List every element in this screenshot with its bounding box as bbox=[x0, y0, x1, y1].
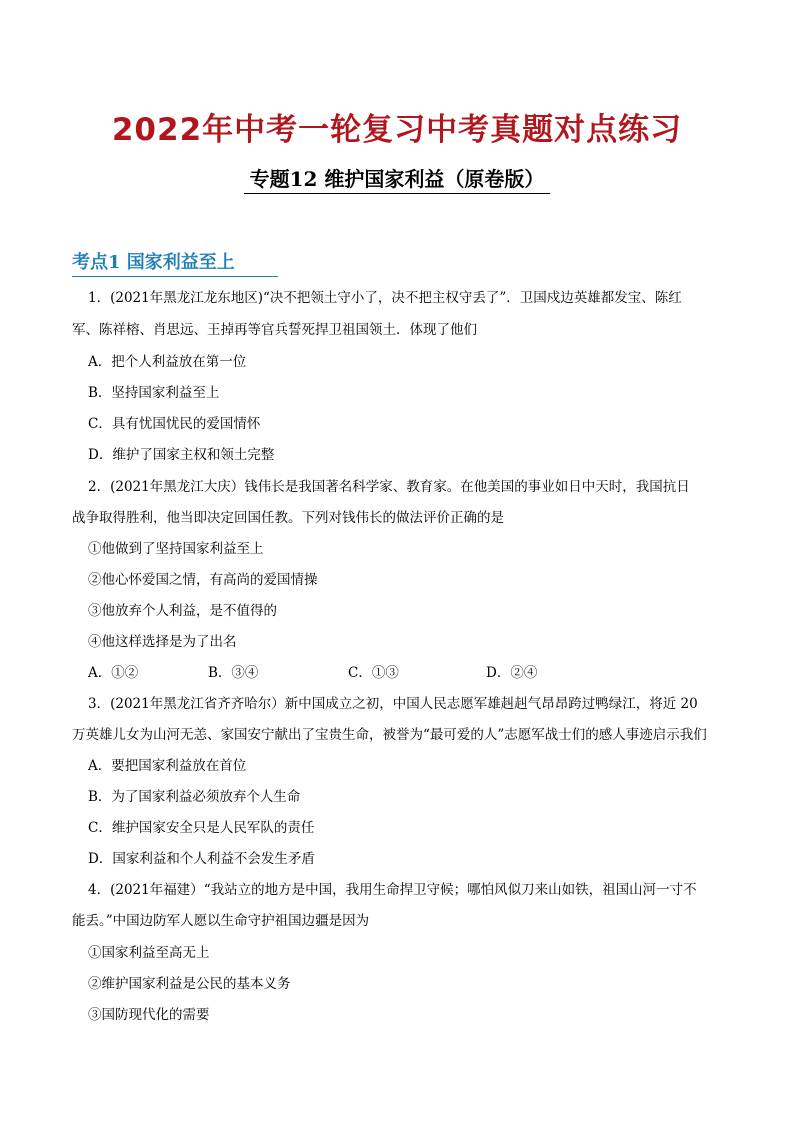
question-2-choice-c: C．①③ bbox=[348, 665, 399, 681]
question-1-stem-line-1: 1．(2021年黑龙江龙东地区)“决不把领土守小了，决不把主权守丢了”．卫国戍边英雄都发宝、陈红 bbox=[88, 290, 682, 306]
question-4-statement-3: ③国防现代化的需要 bbox=[88, 1007, 210, 1023]
question-2-statement-1: ①他做到了坚持国家利益至上 bbox=[88, 541, 264, 557]
question-4-stem-line-2: 能丢。”中国边防军人愿以生命守护祖国边疆是因为 bbox=[72, 913, 370, 929]
question-3-stem-line-2: 万英雄儿女为山河无恙、家国安宁献出了宝贵生命，被誉为“最可爱的人”志愿军战士们的感人事迹启示我们 bbox=[72, 727, 707, 743]
question-1-option-c: C．具有忧国忧民的爱国情怀 bbox=[88, 416, 261, 432]
question-2-choices bbox=[88, 665, 648, 683]
question-2-choice-d: D．②④ bbox=[486, 665, 538, 681]
question-3-option-b: B．为了国家利益必须放弃个人生命 bbox=[88, 789, 301, 805]
question-4-statement-2: ②维护国家利益是公民的基本义务 bbox=[88, 976, 291, 992]
question-1-option-b: B．坚持国家利益至上 bbox=[88, 385, 220, 401]
sub-title bbox=[0, 163, 794, 194]
question-4-statement-1: ①国家利益至高无上 bbox=[88, 945, 210, 961]
question-2-choice-b: B．③④ bbox=[208, 665, 259, 681]
question-2-stem-line-2: 战争取得胜利，他当即决定回国任教。下列对钱伟长的做法评价正确的是 bbox=[72, 510, 504, 526]
question-4-stem-line-1: 4．(2021年福建）“我站立的地方是中国，我用生命捍卫守候；哪怕风似刀来山如铁，祖国山河一寸不 bbox=[88, 882, 697, 898]
question-3-option-c: C．维护国家安全只是人民军队的责任 bbox=[88, 820, 315, 836]
section-heading: 考点1 国家利益至上 bbox=[72, 248, 278, 277]
main-title: 2022年中考一轮复习中考真题对点练习 bbox=[111, 112, 683, 148]
question-2-statement-4: ④他这样选择是为了出名 bbox=[88, 634, 237, 650]
question-2-statement-2: ②他心怀爱国之情，有高尚的爱国情操 bbox=[88, 572, 318, 588]
question-3-stem-line-1: 3．(2021年黑龙江省齐齐哈尔）新中国成立之初，中国人民志愿军雄赳赳气昂昂跨过鸭绿江，将近 20 bbox=[88, 696, 698, 712]
question-1-option-d: D．维护了国家主权和领土完整 bbox=[88, 447, 275, 463]
question-1-stem-line-2: 军、陈祥榕、肖思远、王掉再等官兵誓死捍卫祖国领土．体现了他们 bbox=[72, 322, 477, 338]
question-1-option-a: A．把个人利益放在第一位 bbox=[88, 354, 247, 370]
question-3-option-d: D．国家利益和个人利益不会发生矛盾 bbox=[88, 851, 315, 867]
question-2-choice-a: A．①② bbox=[88, 665, 139, 681]
question-3-option-a: A．要把国家利益放在首位 bbox=[88, 758, 247, 774]
sub-title-text: 专题12 维护国家利益（原卷版） bbox=[244, 163, 551, 194]
question-2-stem-line-1: 2．(2021年黑龙江大庆）钱伟长是我国著名科学家、教育家。在他美国的事业如日中天时，我国抗日 bbox=[88, 479, 690, 495]
question-2-statement-3: ③他放弃个人利益，是不值得的 bbox=[88, 603, 277, 619]
